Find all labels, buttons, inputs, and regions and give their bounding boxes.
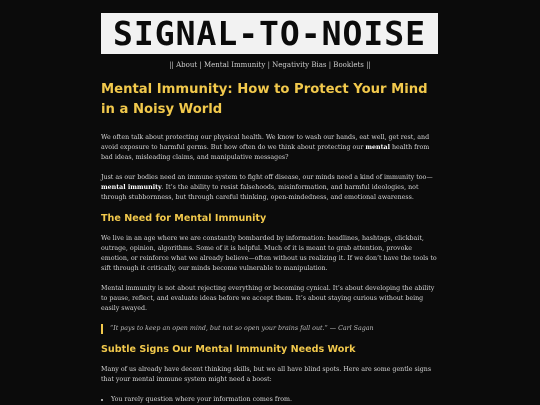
section-heading-signs: Subtle Signs Our Mental Immunity Needs Work: [101, 344, 356, 355]
information-paragraph: We live in an age where we are constantly bombarded by information: headlines, hashtags, clickbait, outrage, opinion, algorithms. Some of it is helpful. Much of it is meant to grab attention, provoke emotion, or reinforce what we already believe—often without us realizing it. If we don’t have the tools to sift through it critically, our minds become vulnerable to manipulation.: [101, 235, 437, 272]
signs-intro-paragraph: Many of us already have decent thinking skills, but we all have blind spots. Here are some gentle signs that your mental immune system might need a boost:: [101, 366, 432, 383]
article: [101, 80, 441, 405]
text-run: Just as our bodies need an immune system to fight off disease, our minds need a kind of immunity too—: [101, 174, 433, 181]
nav-separator: ||: [366, 61, 371, 69]
nav-separator: |: [328, 61, 332, 69]
not-cynical-paragraph: Mental immunity is not about rejecting everything or becoming cynical. It’s about developing the ability to pause, reflect, and evaluate ideas before we accept them. It’s about staying curious without being easily swayed.: [101, 285, 435, 312]
text-run: health from bad ideas, misleading claims, and manipulative messages?: [101, 144, 430, 161]
text-run: We often talk about protecting our physical health. We know to wash our hands, eat well, get rest, and avoid exposure to harmful germs. But how often do we think about protecting our: [101, 134, 430, 151]
nav-separator: |: [199, 61, 202, 69]
site-logo[interactable]: [101, 13, 438, 54]
nav-booklets-link[interactable]: Booklets: [333, 61, 364, 69]
page-title: Mental Immunity: How to Protect Your Mind in a Noisy World: [101, 82, 428, 117]
sagan-quote: “It pays to keep an open mind, but not so open your brains fall out.” — Carl Sagan: [101, 324, 441, 334]
nav-separator: ||: [169, 61, 174, 69]
text-run: . It’s the ability to resist falsehoods, misinformation, and harmful ideologies, not through stubbornness, but through careful thinking, open-mindedness, and emotional awareness.: [101, 184, 419, 201]
section-heading-need: The Need for Mental Immunity: [101, 213, 267, 224]
nav-mental-immunity-link[interactable]: Mental Immunity: [203, 61, 266, 69]
emphasis-mental-immunity: mental immunity: [101, 184, 162, 191]
intro-paragraph: [101, 133, 441, 163]
nav-negativity-bias-link[interactable]: Negativity Bias: [272, 61, 327, 69]
definition-paragraph: [101, 173, 441, 203]
list-item: • You rarely question where your information comes from.: [111, 395, 441, 405]
nav-separator: |: [267, 61, 270, 69]
top-nav: [0, 61, 540, 69]
nav-about-link[interactable]: About: [176, 61, 198, 69]
logo-text: SIGNAL-TO-NOISE: [112, 14, 426, 53]
emphasis-mental: mental: [365, 144, 390, 151]
signs-list: [101, 395, 441, 405]
